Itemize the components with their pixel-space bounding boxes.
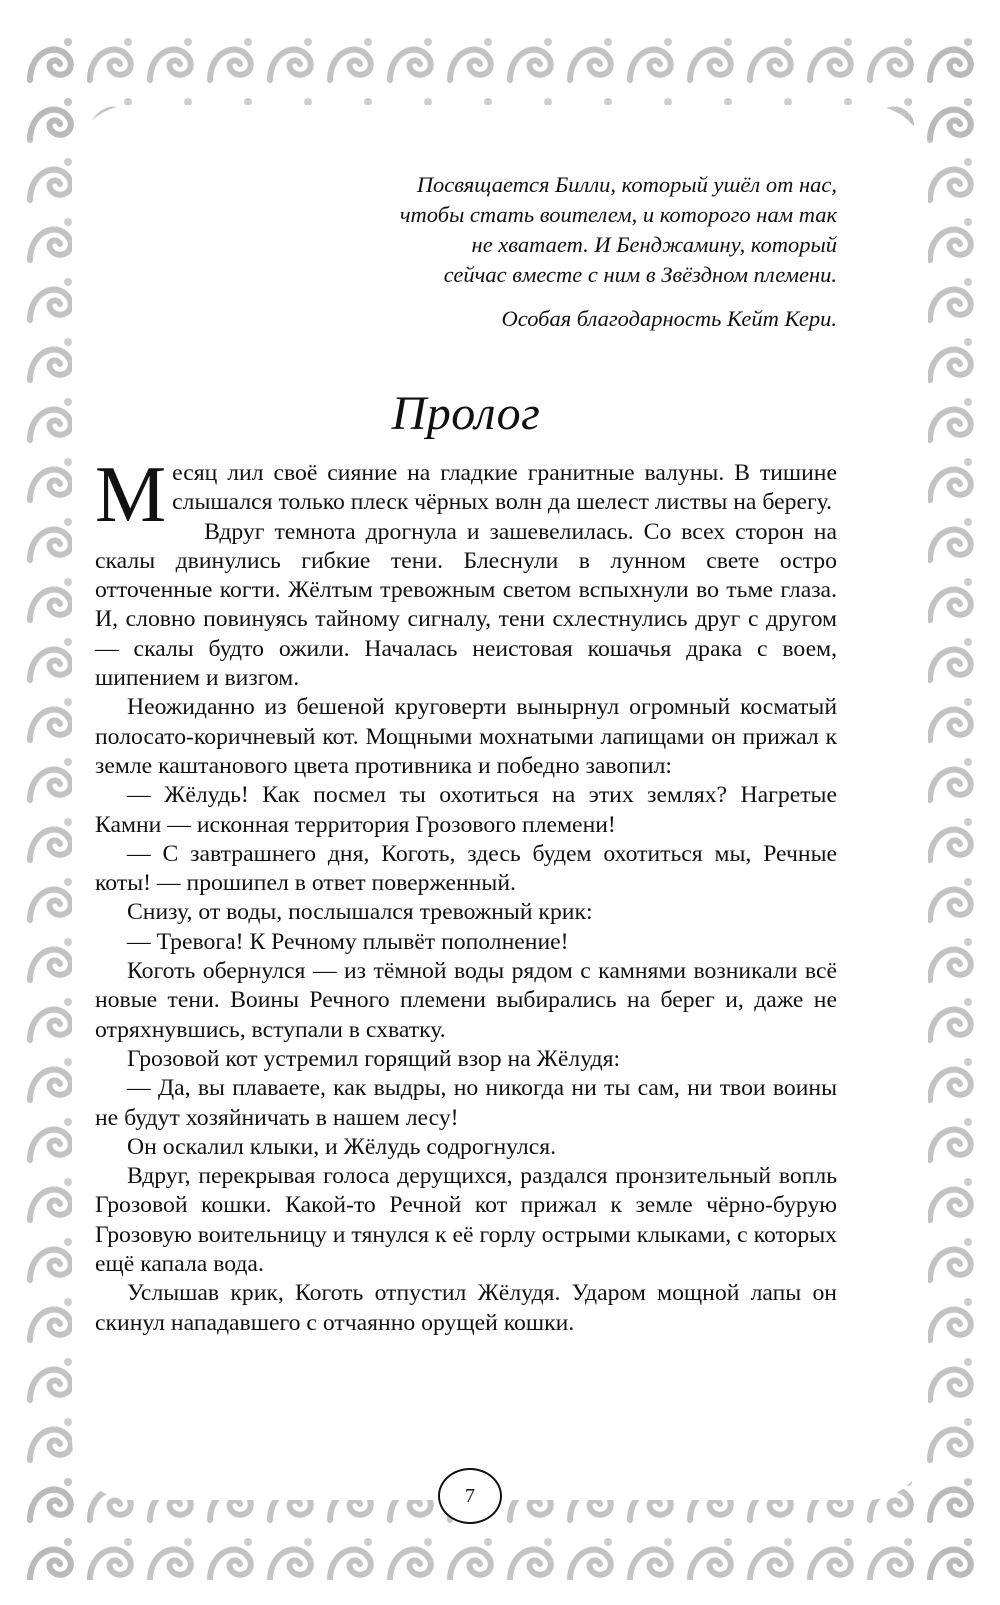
dedication-line: чтобы стать воителем, и которого нам так [399,202,837,227]
paragraph: Услышав крик, Коготь отпустил Жёлудя. Ударом мощной лапы он скинул нападавшего с отчаянно орущей кошки. [95,1280,837,1336]
paragraph: Месяц лил своё сияние на гладкие гранитные валуны. В тишине слышался только плеск чёрных волн да шелест листвы на берегу. [95,451,837,539]
body-text [95,451,837,1338]
paragraph: — С завтрашнего дня, Коготь, здесь будем охотиться мы, Речные коты! — прошипел в ответ поверженный. [95,840,837,897]
chapter-title: Пролог [391,387,541,440]
paragraph: Он оскалил клыки, и Жёлудь содрогнулся. [127,1133,557,1160]
dedication-line: Посвящается Билли, который ушёл от нас, [416,172,837,197]
paragraph: Снизу, от воды, послышался тревожный крик: [127,899,593,926]
paragraph: Вдруг темнота дрогнула и зашевелилась. Со всех сторон на скалы двинулись гибкие тени. Блеснули в лунном свете остро отточенные когти. Жёлтым тревожным светом вспыхнули во тьме глаза. И, словно повинуясь тайному сигналу, тени схлестнулись друг с другом — скалы будто ожили. Началась неистовая кошачья драка с воем, шипением и визгом. [95,518,837,692]
page-content [95,170,837,1338]
paragraph: Неожиданно из бешеной круговерти вынырнул огромный косматый полосато-коричневый кот. Мощными мохнатыми лапищами он прижал к земле каштанового цвета противника и победно завопил: [95,694,837,779]
drop-cap: М [95,451,167,539]
dedication-line: не хватает. И Бенджамину, который [471,232,837,257]
paragraph: — Жёлудь! Как посмел ты охотиться на этих землях? Нагретые Камни — исконная территория Грозового племени! [95,782,837,838]
paragraph: Вдруг, перекрывая голоса дерущихся, раздался пронзительный вопль Грозовой кошки. Какой-то Речной кот прижал к земле чёрно-бурую Грозовую воительницу и тянулся к её горлу острыми клыками, с которых ещё капала вода. [95,1163,837,1278]
acknowledgement: Особая благодарность Кейт Кери. [501,306,837,331]
paragraph: — Тревога! К Речному плывёт пополнение! [127,928,569,955]
page-number: 7 [438,1468,502,1524]
dedication [95,170,837,334]
dedication-line: сейчас вместе с ним в Звёздном племени. [443,262,837,287]
paragraph: Грозовой кот устремил горящий взор на Жёлудя: [127,1045,621,1072]
paragraph: — Да, вы плаваете, как выдры, но никогда ни ты сам, ни твои воины не будут хозяйничать в нашем лесу! [95,1075,837,1131]
paragraph: Коготь обернулся — из тёмной воды рядом с камнями возникали всё новые тени. Воины Речного племени выбирались на берег и, даже не отряхнувшись, вступали в схватку. [95,958,837,1043]
